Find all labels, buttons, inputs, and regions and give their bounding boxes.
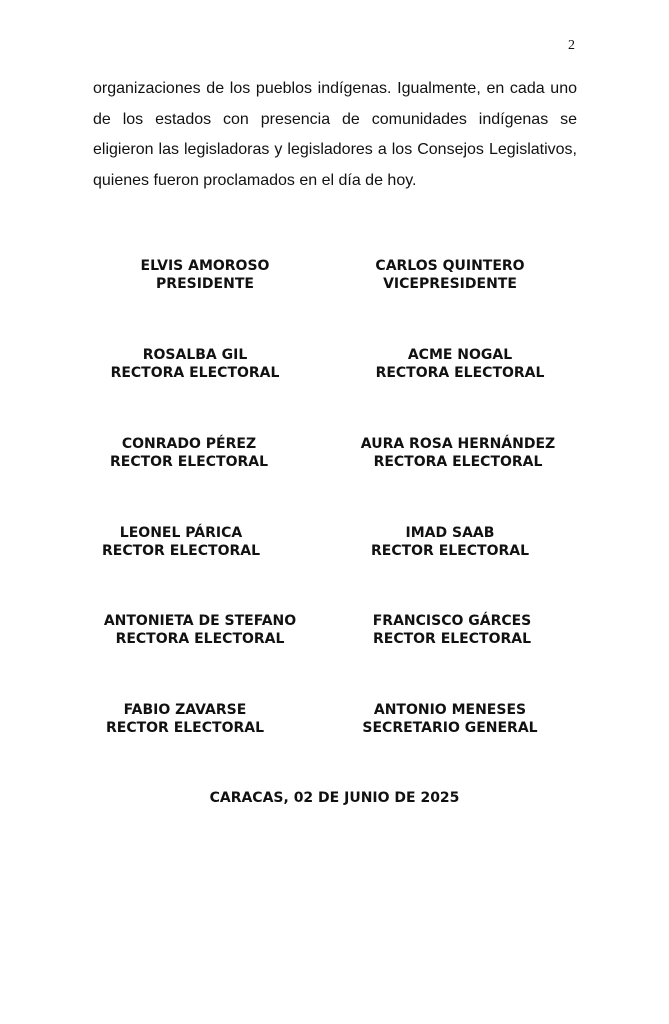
signatory-name: ANTONIO MENESES xyxy=(373,702,527,718)
signatory-role: RECTOR ELECTORAL xyxy=(101,543,261,559)
signatory-role: VICEPRESIDENTE xyxy=(383,276,517,292)
signatory-name: ROSALBA GIL xyxy=(142,347,248,363)
signatory-name: AURA ROSA HERNÁNDEZ xyxy=(360,436,556,452)
signatory-role: RECTOR ELECTORAL xyxy=(109,454,269,470)
signatory-name: FABIO ZAVARSE xyxy=(123,702,247,718)
signature-block xyxy=(104,612,296,648)
signature-block xyxy=(141,257,270,293)
signature-block xyxy=(373,612,532,648)
signature-block xyxy=(376,346,545,382)
signatory-role: RECTORA ELECTORAL xyxy=(110,365,280,381)
signatory-name: ELVIS AMOROSO xyxy=(140,258,270,274)
signatory-name: LEONEL PÁRICA xyxy=(119,525,243,541)
signatory-role: RECTOR ELECTORAL xyxy=(372,631,532,647)
signatory-role: RECTORA ELECTORAL xyxy=(373,454,543,470)
signature-block xyxy=(375,257,524,293)
signatory-name: IMAD SAAB xyxy=(405,525,495,541)
signatory-name: ANTONIETA DE STEFANO xyxy=(103,613,297,629)
signature-block xyxy=(110,435,268,471)
signature-block xyxy=(362,701,537,737)
closing-place-date: CARACAS, 02 DE JUNIO DE 2025 xyxy=(209,790,460,806)
signatory-role: RECTORA ELECTORAL xyxy=(375,365,545,381)
signature-block xyxy=(371,524,529,560)
signatory-role: RECTOR ELECTORAL xyxy=(105,720,265,736)
page-number: 2 xyxy=(568,38,575,53)
signature-block xyxy=(111,346,280,382)
signatory-name: ACME NOGAL xyxy=(407,347,513,363)
signatory-role: RECTORA ELECTORAL xyxy=(115,631,285,647)
signatory-name: FRANCISCO GÁRCES xyxy=(372,613,532,629)
signatory-name: CONRADO PÉREZ xyxy=(121,436,257,452)
body-paragraph: organizaciones de los pueblos indígenas. Igualmente, en cada uno de los estados con presencia de comunidades indígenas se eligieron las legisladoras y legisladores a los Consejos Legislativos, quienes fueron proclamados en el día de hoy. xyxy=(93,80,577,189)
signature-block xyxy=(106,701,264,737)
signature-block xyxy=(102,524,260,560)
signatory-role: RECTOR ELECTORAL xyxy=(370,543,530,559)
signature-block xyxy=(361,435,555,471)
signatory-role: SECRETARIO GENERAL xyxy=(362,720,538,736)
signatory-name: CARLOS QUINTERO xyxy=(375,258,525,274)
signatory-role: PRESIDENTE xyxy=(156,276,254,292)
